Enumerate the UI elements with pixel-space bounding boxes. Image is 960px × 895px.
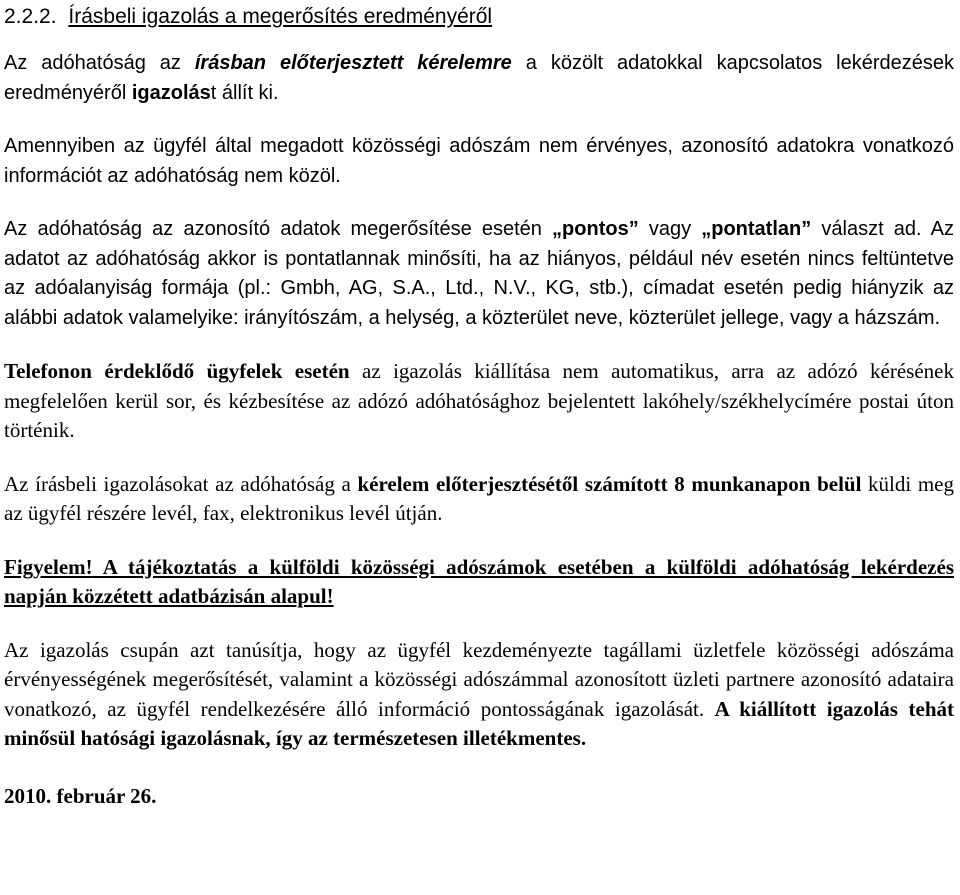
p4-text-b: az igazolás kiállítása nem automatikus, arra az adózó kérésének megfelelően kerül sor, és kézbesítése az adózó adóhatósághoz bejelentett lakóhely/székhelycímére postai úton történik.: [4, 359, 954, 442]
document-date: 2010. február 26.: [4, 783, 157, 808]
section-heading: [4, 2, 954, 31]
paragraph-deadline: [4, 470, 954, 529]
p5-text-c: küldi meg az ügyfél részére levél, fax, elektronikus levél útján.: [4, 471, 954, 525]
p3-emphasis-accurate: „pontos”: [552, 218, 639, 240]
paragraph-written-request: [4, 49, 954, 108]
p7-text-a: Az igazolás csupán azt tanúsítja, hogy az ügyfél kezdeményezte tagállami üzletfele közösségi adószáma érvényességének megerősítését, valamint a közösségi adószámmal azonosított üzleti partnere azonosító adataira vonatkozó, az ügyfél rendelkezésére álló információ pontosságának igazolását.: [4, 637, 954, 721]
paragraph-accuracy: [4, 215, 954, 333]
p1-emphasis-certificate: igazolás: [131, 81, 211, 104]
attention-text: A tájékoztatás a külföldi közösségi adószámok esetében a külföldi adóhatóság lekérdezés napján közzétett adatbázisán alapul!: [4, 554, 954, 608]
section-number: 2.2.2.: [4, 5, 57, 28]
p1-emphasis-written-request: írásban előterjesztett kérelemre: [194, 52, 512, 74]
p3-text-c: vagy: [638, 218, 702, 240]
p5-text-a: Az írásbeli igazolásokat az adóhatóság a: [4, 471, 358, 496]
p3-text-a: Az adóhatóság az azonosító adatok megerősítése esetén: [4, 218, 553, 240]
paragraph-phone-inquiry: [4, 357, 954, 446]
p1-text-a: Az adóhatóság az: [4, 52, 195, 74]
p3-emphasis-inaccurate: „pontatlan”: [701, 218, 812, 240]
attention-label: Figyelem!: [4, 554, 93, 579]
p5-emphasis-deadline: kérelem előterjesztésétől számított 8 munkanapon belül: [357, 471, 862, 496]
p7-emphasis-fee-exempt: A kiállított igazolás tehát minősül hatósági igazolásnak, így az természetesen illetékmentes.: [4, 696, 954, 750]
p3-text-e: választ ad.: [811, 218, 922, 240]
paragraph-certificate-scope: [4, 636, 954, 754]
section-title-link[interactable]: Írásbeli igazolás a megerősítés eredményéről: [68, 5, 493, 28]
p1-text-c: a közölt adatokkal kapcsolatos lekérdezések eredményéről: [4, 52, 954, 104]
paragraph-invalid-number: Amennyiben az ügyfél által megadott közösségi adószám nem érvényes, azonosító adatokra vonatkozó információt az adóhatóság nem közöl.: [4, 135, 954, 187]
p4-emphasis-phone: Telefonon érdeklődő ügyfelek esetén: [4, 359, 350, 383]
paragraph-attention: [4, 553, 954, 612]
p3-text-f: Az adatot az adóhatóság akkor is pontatlannak minősíti, ha az hiányos, például név esetén nincs feltüntetve az adóalanyiság formája (pl.: Gmbh, AG, S.A., Ltd., N.V., KG, stb.), címadat esetén pedig hiányzik az alábbi adatok valamelyike: irányítószám, a helység, a közterület neve, közterület jellege, vagy a házszám.: [4, 218, 954, 329]
p1-text-e: t állít ki.: [210, 81, 279, 104]
document-page: [4, 2, 954, 809]
